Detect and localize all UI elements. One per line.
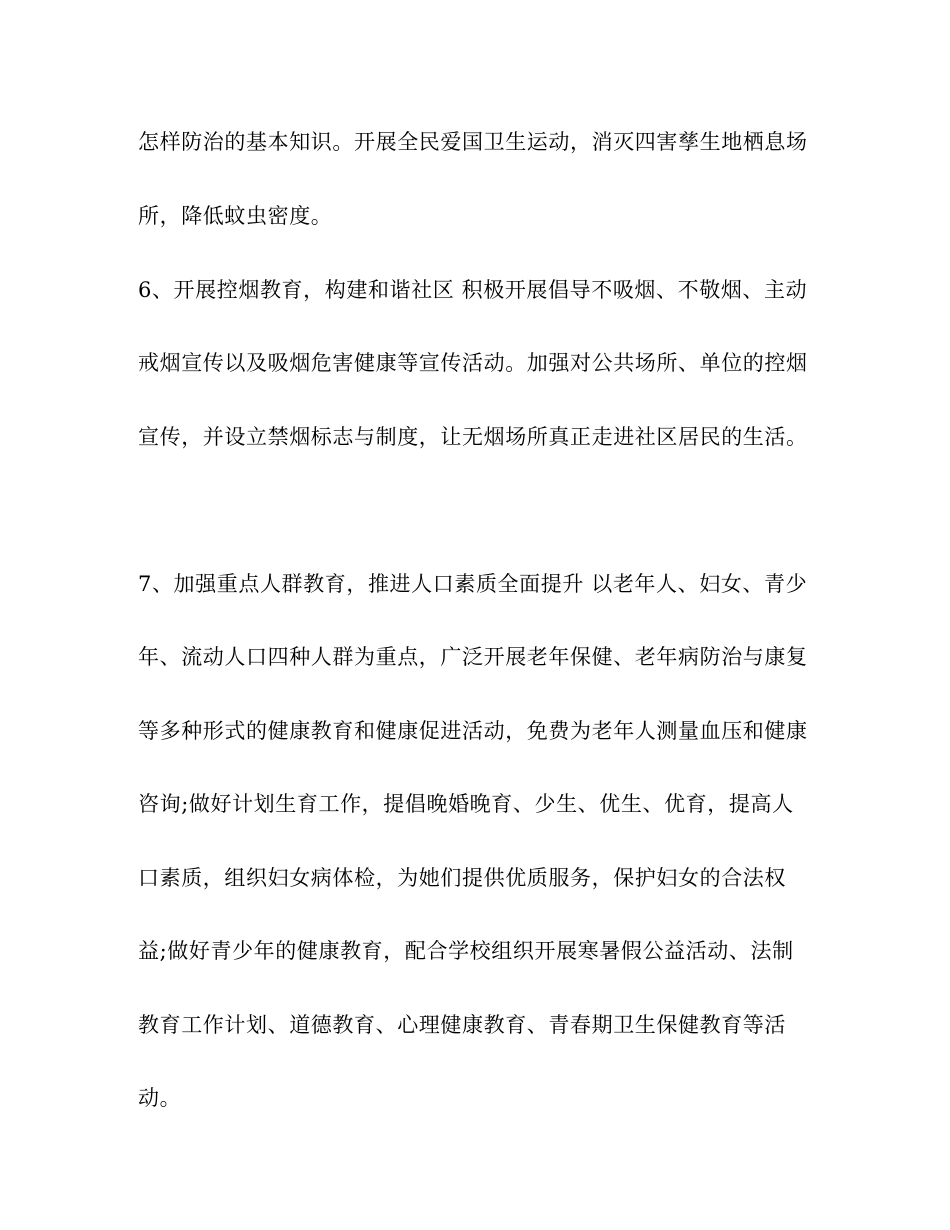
text-line: 7、加强重点人群教育，推进人口素质全面提升 以老年人、妇女、青少 bbox=[138, 572, 808, 596]
text-line: 所，降低蚊虫密度。 bbox=[138, 204, 333, 228]
text-line: 等多种形式的健康教育和健康促进活动，免费为老年人测量血压和健康 bbox=[138, 719, 808, 743]
text-line: 益;做好青少年的健康教育，配合学校组织开展寒暑假公益活动、法制 bbox=[138, 939, 794, 963]
text-line: 年、流动人口四种人群为重点，广泛开展老年保健、老年病防治与康复 bbox=[138, 645, 808, 669]
text-line: 咨询;做好计划生育工作，提倡晚婚晚育、少生、优生、优育，提高人 bbox=[138, 792, 794, 816]
text-line: 宣传，并设立禁烟标志与制度，让无烟场所真正走进社区居民的生活。 bbox=[138, 425, 808, 449]
text-line: 教育工作计划、道德教育、心理健康教育、青春期卫生保健教育等活 bbox=[138, 1013, 786, 1037]
text-line: 动。 bbox=[138, 1086, 182, 1110]
text-line: 戒烟宣传以及吸烟危害健康等宣传活动。加强对公共场所、单位的控烟 bbox=[138, 351, 808, 375]
text-line: 怎样防治的基本知识。开展全民爱国卫生运动，消灭四害孳生地栖息场 bbox=[138, 130, 808, 154]
text-line: 6、开展控烟教育，构建和谐社区 积极开展倡导不吸烟、不敬烟、主动 bbox=[138, 278, 808, 302]
text-line: 口素质，组织妇女病体检，为她们提供优质服务，保护妇女的合法权 bbox=[138, 866, 786, 890]
